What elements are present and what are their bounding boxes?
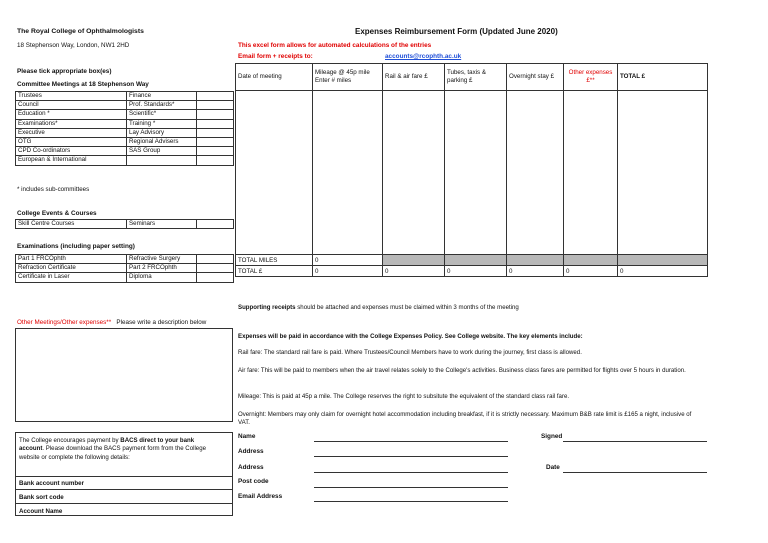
form-title: Expenses Reimbursement Form (Updated June 2020): [355, 27, 558, 36]
excel-note: This excel form allows for automated calculations of the entries: [238, 42, 432, 49]
bacs-line2: . Please download the BACS payment form from the College: [42, 445, 206, 453]
org-address: 18 Stephenson Way, London, NW1 2HD: [17, 42, 130, 49]
exams-row: [16, 255, 234, 264]
exams-option: Refraction Certificate: [16, 264, 127, 273]
bacs-line1: The College encourages payment by: [19, 437, 121, 444]
events-row: [16, 220, 234, 229]
committee-option: SAS Group: [127, 147, 197, 156]
committee-option: Regional Advisers: [127, 137, 197, 146]
committee-option: Prof. Standards*: [127, 101, 197, 110]
other-expenses-description-box[interactable]: [15, 328, 233, 422]
events-table: [15, 219, 234, 229]
mileage-entry-cell[interactable]: [313, 91, 383, 255]
committee-option: Scientific*: [127, 110, 197, 119]
total-miles-label: TOTAL MILES: [236, 255, 313, 266]
grand-total-amount: 0: [618, 266, 708, 277]
exams-row: [16, 273, 234, 282]
total-tubes-amount: 0: [445, 266, 507, 277]
grey-cell: [445, 255, 507, 266]
total-pounds-label: TOTAL £: [236, 266, 313, 277]
committee-tick-box[interactable]: [197, 137, 234, 146]
grey-cell: [383, 255, 445, 266]
committee-row: [16, 147, 234, 156]
total-rail-amount: 0: [383, 266, 445, 277]
committee-table: [15, 91, 234, 166]
address-line-2[interactable]: [314, 472, 508, 473]
other-meetings-label: Other Meetings/Other expenses**: [17, 319, 112, 326]
exams-table: [15, 254, 234, 283]
date-entry-cell[interactable]: [236, 91, 313, 255]
committee-option: European & International: [16, 156, 127, 165]
committee-tick-box[interactable]: [197, 119, 234, 128]
committee-heading: Committee Meetings at 18 Stephenson Way: [17, 81, 149, 88]
exams-option: Diploma: [127, 273, 197, 282]
bank-account-number-field[interactable]: [16, 476, 232, 489]
other-entry-cell[interactable]: [564, 91, 618, 255]
policy-heading: Expenses will be paid in accordance with the College Expenses Policy. See College website. The key elements include:: [238, 333, 583, 340]
total-miles-value: 0: [313, 255, 383, 266]
bacs-intro: [19, 437, 231, 462]
committee-option: Examinations*: [16, 119, 127, 128]
bank-sort-code-label: Bank sort code: [19, 494, 64, 501]
committee-tick-box[interactable]: [197, 110, 234, 119]
committee-option: Council: [16, 101, 127, 110]
events-tick-box[interactable]: [197, 220, 234, 229]
other-meetings-instruction: Please write a description below: [116, 319, 207, 326]
name-line[interactable]: [314, 441, 508, 442]
address-line-1[interactable]: [314, 456, 508, 457]
committee-tick-box[interactable]: [197, 156, 234, 165]
other-meetings-label-row: [17, 319, 206, 326]
exams-option: Part 2 FRCOphth: [127, 264, 197, 273]
bacs-line1-bold: BACS direct to your bank: [120, 437, 195, 444]
policy-air: Air fare: This will be paid to members when the air travel relates solely to the College's activities. Business class fares are permitted for flights over 5 hours in duration.: [238, 367, 686, 374]
header-other-expenses: Other expenses £**: [564, 64, 618, 91]
header-total: TOTAL £: [618, 64, 708, 91]
exams-tick-box[interactable]: [197, 255, 234, 264]
committee-row: [16, 92, 234, 101]
committee-option: Finance: [127, 92, 197, 101]
receipts-rest: should be attached and expenses must be claimed within 3 months of the meeting: [295, 304, 519, 311]
committee-row: [16, 119, 234, 128]
bacs-box: [15, 432, 233, 516]
total-entry-cell: [618, 91, 708, 255]
tubes-entry-cell[interactable]: [445, 91, 507, 255]
bank-account-number-label: Bank account number: [19, 480, 84, 487]
name-label: Name: [238, 433, 256, 440]
email-label: Email form + receipts to:: [238, 53, 313, 60]
committee-tick-box[interactable]: [197, 128, 234, 137]
committee-row: [16, 128, 234, 137]
committee-option: CPD Co-ordinators: [16, 147, 127, 156]
tick-heading: Please tick appropriate box(es): [17, 68, 112, 75]
exams-row: [16, 264, 234, 273]
exams-tick-box[interactable]: [197, 264, 234, 273]
exams-tick-box[interactable]: [197, 273, 234, 282]
committee-option: Education *: [16, 110, 127, 119]
committee-tick-box[interactable]: [197, 147, 234, 156]
header-mileage: Mileage @ 45p mile Enter # miles: [313, 64, 383, 91]
events-option: Seminars: [127, 220, 197, 229]
committee-option: Training *: [127, 119, 197, 128]
total-overnight-amount: 0: [507, 266, 564, 277]
email-address-label: Email Address: [238, 493, 283, 500]
committee-option: OTG: [16, 137, 127, 146]
signed-label: Signed: [541, 433, 563, 440]
grey-cell: [618, 255, 708, 266]
signature-line[interactable]: [563, 441, 707, 442]
committee-option: Trustees: [16, 92, 127, 101]
header-rail: Rail & air fare £: [383, 64, 445, 91]
bacs-line2-bold: account: [19, 445, 43, 453]
account-name-field[interactable]: [16, 503, 232, 516]
committee-row: [16, 110, 234, 119]
policy-mileage: Mileage: This is paid at 45p a mile. The College reserves the right to subsitute the equivalent of the standard class rail fare.: [238, 393, 570, 400]
committee-option: Executive: [16, 128, 127, 137]
header-date: Date of meeting: [236, 64, 313, 91]
address-label-2: Address: [238, 464, 264, 471]
rail-entry-cell[interactable]: [383, 91, 445, 255]
grey-cell: [564, 255, 618, 266]
committee-row: [16, 101, 234, 110]
account-name-label: Account Name: [19, 508, 63, 515]
committee-option: [127, 156, 197, 165]
events-option: Skill Centre Courses: [16, 220, 127, 229]
email-address-line[interactable]: [314, 501, 508, 502]
org-name: The Royal College of Ophthalmologists: [17, 28, 144, 35]
exams-heading: Examinations (including paper setting): [17, 243, 135, 250]
date-line[interactable]: [563, 472, 707, 473]
committee-tick-box[interactable]: [197, 92, 234, 101]
header-tubes: Tubes, taxis & parking £: [445, 64, 507, 91]
policy-rail: Rail fare: The standard rail fare is paid. Where Trustees/Council Members have to work during the journey, first class is allowed.: [238, 349, 582, 356]
receipts-note: [238, 304, 700, 312]
email-link[interactable]: accounts@rcophth.ac.uk: [385, 53, 462, 60]
date-label: Date: [546, 464, 560, 471]
total-mileage-amount: 0: [313, 266, 383, 277]
exams-option: Refractive Surgery: [127, 255, 197, 264]
expenses-table: [235, 63, 708, 277]
exams-option: Certificate in Laser: [16, 273, 127, 282]
overnight-entry-cell[interactable]: [507, 91, 564, 255]
address-label-1: Address: [238, 448, 264, 455]
postcode-line[interactable]: [314, 487, 508, 488]
policy-overnight: Overnight: Members may only claim for overnight hotel accommodation including breakfast, if it is strictly necessary. Maximum B&B rate limit is £165 a night, inclusive of VAT.: [238, 411, 692, 427]
bacs-line3: website or complete the following details:: [19, 453, 130, 461]
postcode-label: Post code: [238, 478, 269, 485]
total-other-amount: 0: [564, 266, 618, 277]
committee-row: [16, 137, 234, 146]
receipts-bold: Supporting receipts: [238, 304, 296, 311]
events-heading: College Events & Courses: [17, 210, 97, 217]
subcommittee-note: * includes sub-committees: [17, 186, 90, 193]
committee-option: Lay Advisory: [127, 128, 197, 137]
exams-option: Part 1 FRCOphth: [16, 255, 127, 264]
committee-row: [16, 156, 234, 165]
committee-tick-box[interactable]: [197, 101, 234, 110]
bank-sort-code-field[interactable]: [16, 489, 232, 503]
grey-cell: [507, 255, 564, 266]
header-overnight: Overnight stay £: [507, 64, 564, 91]
